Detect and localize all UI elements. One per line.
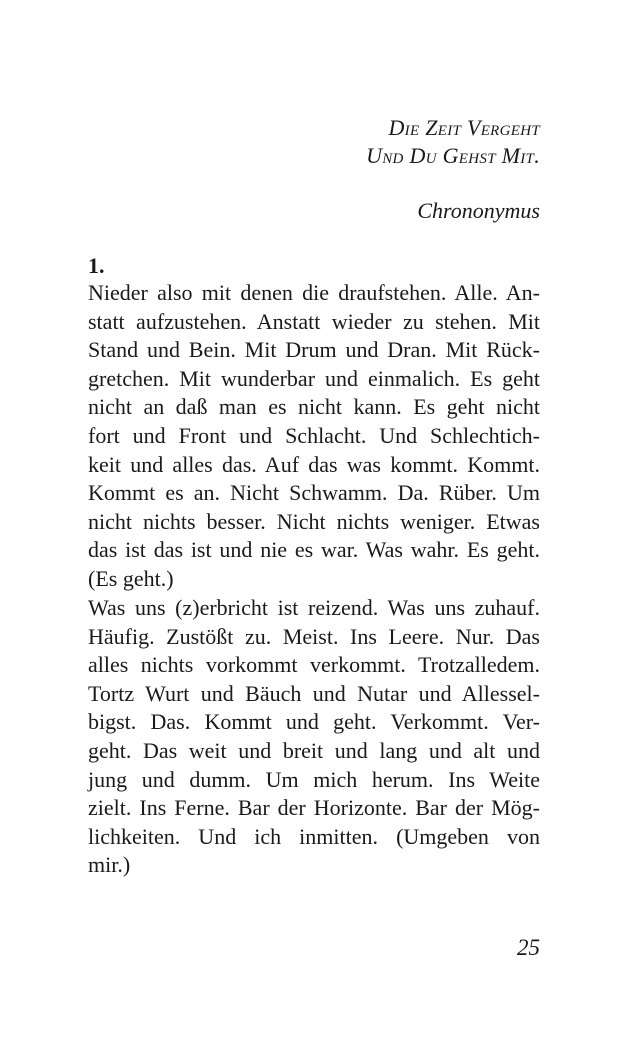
text-line: jung und dumm. Um mich herum. Ins Weite [88,766,540,792]
text-line: das ist das ist und nie es war. Was wahr. Es geht. [88,537,540,563]
text-line: Häufig. Zustößt zu. Meist. Ins Leere. Nur. Das [88,623,540,649]
text-line: mir.) [88,852,131,878]
text-line: Kommt es an. Nicht Schwamm. Da. Rüber. Um [88,480,540,506]
text-line: lichkeiten. Und ich inmitten. (Umgeben von [88,823,540,849]
text-line: fort und Front und Schlacht. Und Schlechtich- [88,422,540,448]
text-line: keit und alles das. Auf das was kommt. Kommt. [88,451,540,477]
paragraph-2 [88,594,540,880]
section-number: 1. [88,253,105,278]
epigraph-line-1: Die Zeit Vergeht [388,115,540,140]
text-line: bigst. Das. Kommt und geht. Verkommt. Ver- [88,709,540,735]
text-line: Was uns (z)erbricht ist reizend. Was uns zuhauf. [88,595,540,620]
text-line: statt aufzustehen. Anstatt wieder zu stehen. Mit [88,308,540,334]
text-line: (Es geht.) [88,565,174,591]
text-line: geht. Das weit und breit und lang und alt und [88,737,540,763]
paragraph-1 [88,279,540,594]
page-number: 25 [517,935,540,960]
text-line: Nieder also mit denen die draufstehen. Alle. An- [88,280,540,305]
epigraph [366,114,540,170]
text-line: nicht an daß man es nicht kann. Es geht nicht [88,394,540,420]
text-line: alles nichts vorkommt verkommt. Trotzalledem. [88,652,540,678]
text-line: nicht nichts besser. Nicht nichts weniger. Etwas [88,508,540,534]
epigraph-line-2: Und Du Gehst Mit. [366,143,540,168]
text-line: zielt. Ins Ferne. Bar der Horizonte. Bar der Mög- [88,795,540,821]
epigraph-attribution: Chrononymus [417,198,540,223]
text-line: Tortz Wurt und Bäuch und Nutar und Allessel- [88,680,540,706]
text-line: gretchen. Mit wunderbar und einmalich. Es geht [88,365,540,391]
text-line: Stand und Bein. Mit Drum und Dran. Mit Rück- [88,337,540,363]
